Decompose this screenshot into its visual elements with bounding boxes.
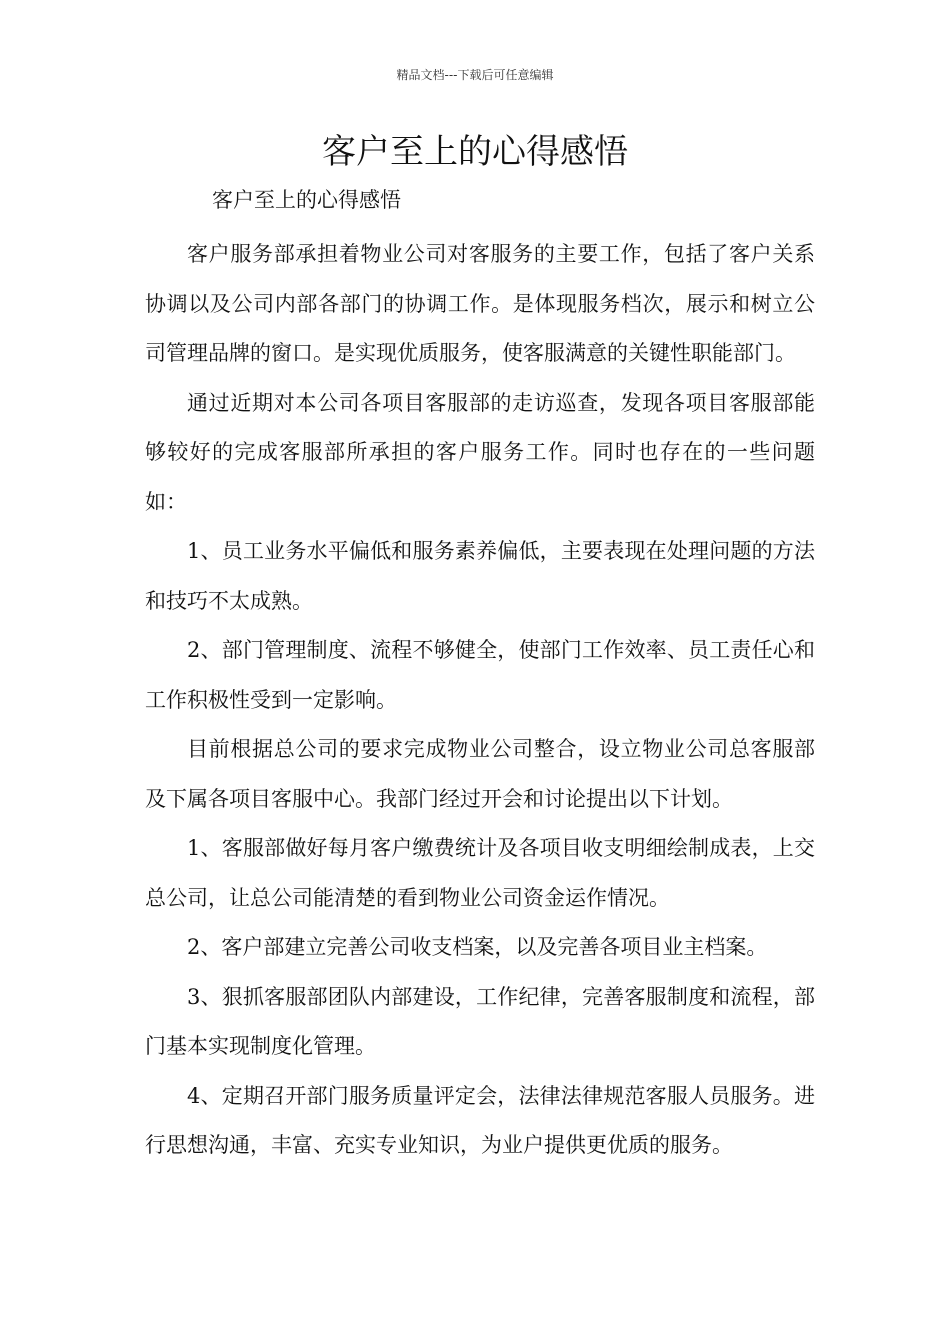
paragraph-plan-2: 2、客户部建立完善公司收支档案，以及完善各项目业主档案。: [187, 935, 768, 959]
paragraph-plan-intro: 目前根据总公司的要求完成物业公司整合，设立物业公司总客服部及下属各项目客服中心。我部门经过开会和讨论提出以下计划。: [145, 737, 815, 811]
header-note: 精品文档---下载后可任意编辑: [396, 68, 554, 82]
document-title: 客户至上的心得感悟: [322, 132, 628, 172]
paragraph-issue-2: 2、部门管理制度、流程不够健全，使部门工作效率、员工责任心和工作积极性受到一定影响。: [145, 638, 815, 712]
document-subtitle: 客户至上的心得感悟: [212, 188, 401, 212]
paragraph-plan-4: 4、定期召开部门服务质量评定会，法律法律规范客服人员服务。进行思想沟通，丰富、充实专业知识，为业户提供更优质的服务。: [145, 1083, 815, 1157]
document-body: [145, 230, 815, 1171]
paragraph-plan-1: 1、客服部做好每月客户缴费统计及各项目收支明细绘制成表，上交总公司，让总公司能清楚的看到物业公司资金运作情况。: [145, 836, 815, 910]
paragraph-findings: 通过近期对本公司各项目客服部的走访巡查，发现各项目客服部能够较好的完成客服部所承担的客户服务工作。同时也存在的一些问题如：: [145, 390, 815, 514]
paragraph-issue-1: 1、员工业务水平偏低和服务素养偏低，主要表现在处理问题的方法和技巧不太成熟。: [145, 539, 815, 613]
paragraph-intro: 客户服务部承担着物业公司对客服务的主要工作，包括了客户关系协调以及公司内部各部门的协调工作。是体现服务档次，展示和树立公司管理品牌的窗口。是实现优质服务，使客服满意的关键性职能部门。: [145, 242, 815, 365]
paragraph-plan-3: 3、狠抓客服部团队内部建设，工作纪律，完善客服制度和流程，部门基本实现制度化管理。: [145, 984, 815, 1058]
